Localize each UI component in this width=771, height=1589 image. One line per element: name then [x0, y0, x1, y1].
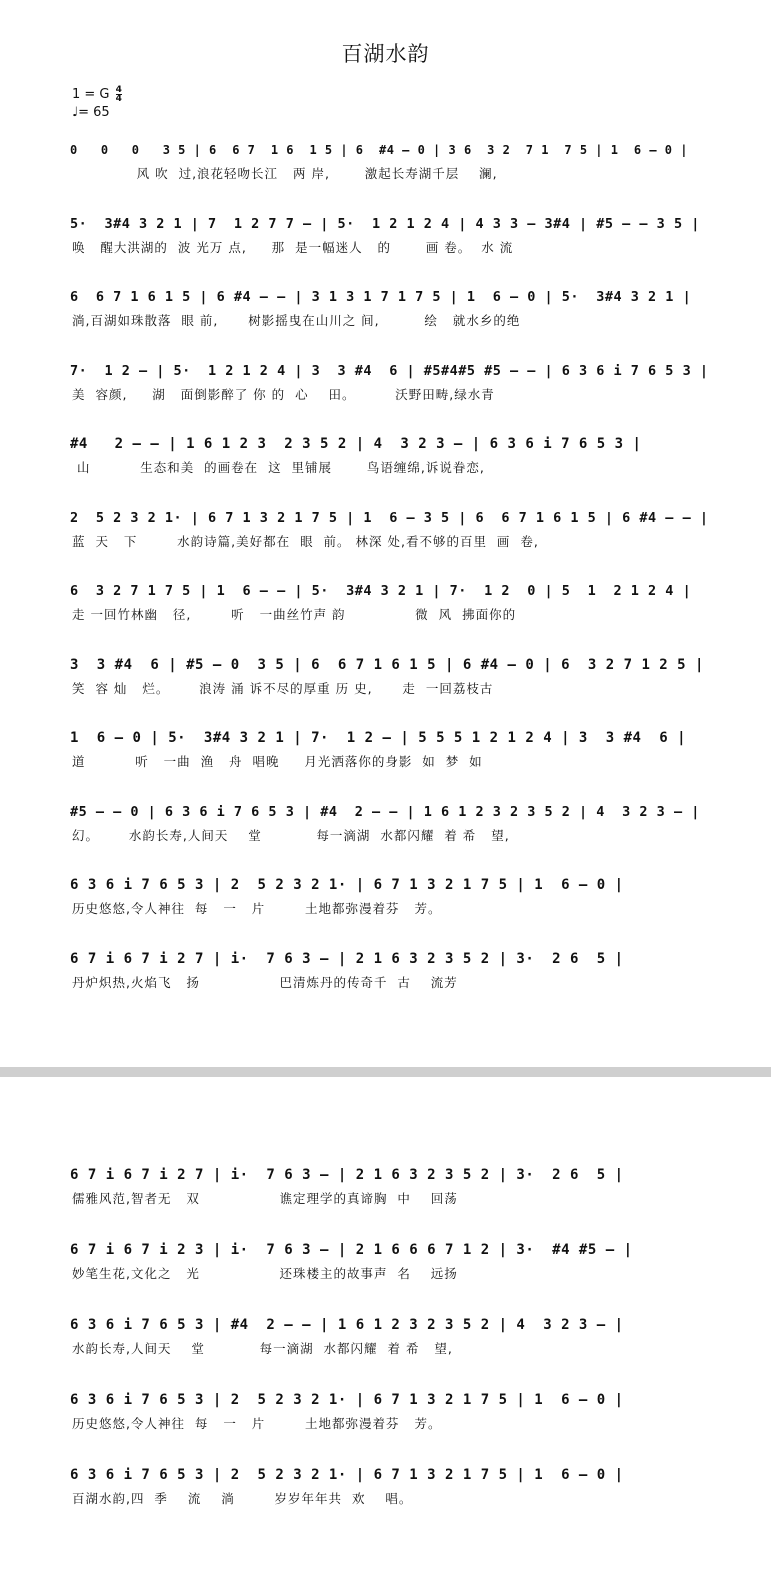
score-page-2 — [0, 1077, 771, 1589]
lyric-line: 蓝 天 下 水韵诗篇,美好都在 眼 前。 林深 处,看不够的百里 画 卷, — [72, 533, 539, 549]
lyric-line: 丹炉炽热,火焰飞 扬 巴清炼丹的传奇千 古 流芳 — [72, 974, 458, 990]
notation-line: 6 3 6 i 7 6 5 3 | 2 5 2 3 2 1· | 6 7 1 3 2 1 7 5 | 1 6 – 0 | — [70, 877, 624, 893]
lyric-line: 历史悠悠,令人神往 每 一 片 土地都弥漫着芬 芳。 — [72, 901, 442, 916]
notation-line: #5 – – 0 | 6 3 6 i 7 6 5 3 | #4 2 – – | 1 6 1 2 3 2 3 5 2 | 4 3 2 3 – | — [70, 803, 700, 820]
lyric-line: 儒雅风范,智者无 双 谯定理学的真谛胸 中 回荡 — [72, 1191, 458, 1206]
key-signature: 1 = G $\frac{4}{4}$ — [72, 85, 122, 104]
lyric-line: 水韵长寿,人间天 堂 每一滴湖 水都闪耀 着 希 望, — [72, 1341, 453, 1356]
tempo-marking: ♩= 65 — [72, 105, 110, 120]
page-divider — [0, 1067, 771, 1077]
lyric-line: 百湖水韵,四 季 流 淌 岁岁年年共 欢 唱。 — [72, 1491, 413, 1506]
notation-line: 2 5 2 3 2 1· | 6 7 1 3 2 1 7 5 | 1 6 – 3 5 | 6 6 7 1 6 1 5 | 6 #4 – – | — [70, 509, 709, 526]
lyric-line: 幻。 水韵长寿,人间天 堂 每一滴湖 水都闪耀 着 希 望, — [72, 827, 510, 843]
key-tempo-info — [72, 86, 122, 122]
lyric-line: 历史悠悠,令人神往 每 一 片 土地都弥漫着芬 芳。 — [72, 1416, 442, 1431]
lyric-line: 走 一回竹林幽 径, 听 一曲丝竹声 韵 微 风 拂面你的 — [72, 607, 517, 622]
lyric-line: 唤 醒大洪湖的 波 光万 点, 那 是一幅迷人 的 画 卷。 水 流 — [72, 239, 514, 255]
notation-line: 6 3 6 i 7 6 5 3 | #4 2 – – | 1 6 1 2 3 2 3 5 2 | 4 3 2 3 – | — [70, 1317, 624, 1333]
notation-line: 6 7 i 6 7 i 2 3 | i· 7 6 3 – | 2 1 6 6 6 7 1 2 | 3· #4 #5 – | — [70, 1242, 633, 1258]
lyric-line: 淌,百湖如珠散落 眼 前, 树影摇曳在山川之 间, 绘 就水乡的绝 — [72, 313, 521, 328]
notation-line: 3 3 #4 6 | #5 – 0 3 5 | 6 6 7 1 6 1 5 | 6 #4 – 0 | 6 3 2 7 1 2 5 | — [70, 656, 704, 673]
lyric-line: 山 生态和美 的画卷在 这 里铺展 鸟语缠绵,诉说眷恋, — [72, 460, 485, 475]
notation-line: 1 6 – 0 | 5· 3#4 3 2 1 | 7· 1 2 – | 5 5 5 1 2 1 2 4 | 3 3 #4 6 | — [70, 730, 687, 746]
lyric-line: 笑 容 灿 烂。 浪涛 涌 诉不尽的厚重 历 史, 走 一回荔枝古 — [72, 680, 494, 696]
notation-line: 6 6 7 1 6 1 5 | 6 #4 – – | 3 1 3 1 7 1 7 5 | 1 6 – 0 | 5· 3#4 3 2 1 | — [70, 289, 692, 305]
time-signature: $\frac{4}{4}$ — [115, 85, 122, 104]
notation-line: 5· 3#4 3 2 1 | 7 1 2 7 7 – | 5· 1 2 1 2 4 | 4 3 3 – 3#4 | #5 – – 3 5 | — [70, 215, 700, 232]
lyric-line: 风 吹 过,浪花轻吻长江 两 岸, 激起长寿湖千层 澜, — [72, 166, 498, 181]
lyric-line: 美 容颜, 湖 面倒影醉了 你 的 心 田。 沃野田畴,绿水青 — [72, 386, 495, 402]
notation-line: 6 3 2 7 1 7 5 | 1 6 – – | 5· 3#4 3 2 1 | 7· 1 2 0 | 5 1 2 1 2 4 | — [70, 583, 692, 599]
notation-line: 0 0 0 3 5 | 6 6 7 1 6 1 5 | 6 #4 – 0 | 3 6 3 2 7 1 7 5 | 1 6 – 0 | — [70, 143, 688, 157]
notation-line: 6 3 6 i 7 6 5 3 | 2 5 2 3 2 1· | 6 7 1 3 2 1 7 5 | 1 6 – 0 | — [70, 1392, 624, 1408]
lyric-line: 道 听 一曲 渔 舟 唱晚 月光洒落你的身影 如 梦 如 — [72, 754, 483, 769]
lyric-line: 妙笔生花,文化之 光 还珠楼主的故事声 名 远扬 — [72, 1266, 458, 1281]
page-title: 百湖水韵 — [341, 42, 430, 66]
notation-line: 6 7 i 6 7 i 2 7 | i· 7 6 3 – | 2 1 6 3 2 3 5 2 | 3· 2 6 5 | — [70, 950, 624, 967]
notation-line: 6 7 i 6 7 i 2 7 | i· 7 6 3 – | 2 1 6 3 2 3 5 2 | 3· 2 6 5 | — [70, 1167, 624, 1183]
notation-line: 6 3 6 i 7 6 5 3 | 2 5 2 3 2 1· | 6 7 1 3 2 1 7 5 | 1 6 – 0 | — [70, 1467, 624, 1483]
notation-line: #4 2 – – | 1 6 1 2 3 2 3 5 2 | 4 3 2 3 – | 6 3 6 i 7 6 5 3 | — [70, 436, 642, 452]
notation-line: 7· 1 2 – | 5· 1 2 1 2 4 | 3 3 #4 6 | #5#4#5 #5 – – | 6 3 6 i 7 6 5 3 | — [70, 362, 709, 379]
